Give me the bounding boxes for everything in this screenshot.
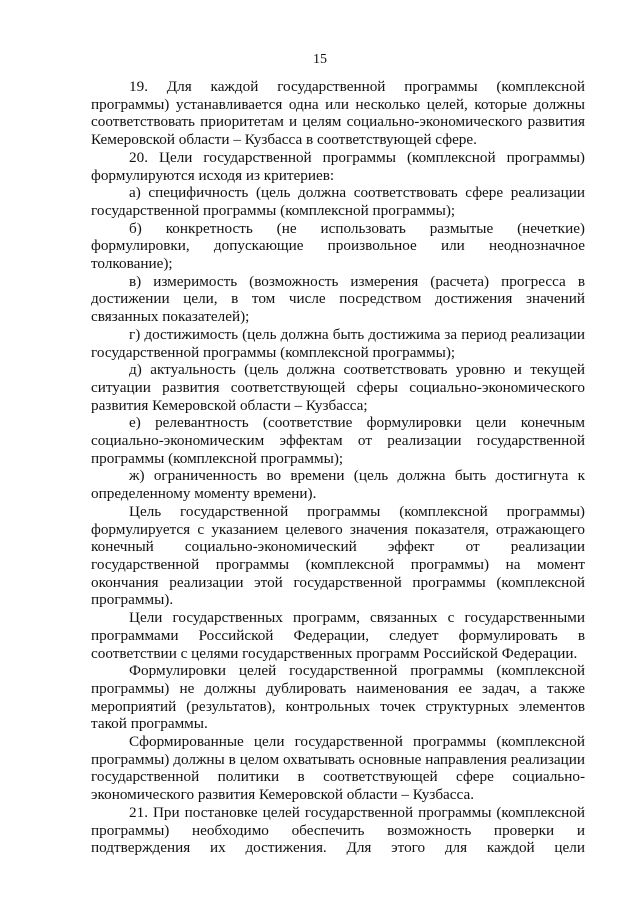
criterion-zh: ж) ограниченность во времени (цель должна быть достигнута к определенному моменту времени). <box>91 467 585 503</box>
paragraph-goal-formulation: Цель государственной программы (комплексной программы) формулируется с указанием целевого значения показателя, отражающего конечный социально-экономический эффект от реализации государственной программы (комплексной программы) на момент окончания реализации этой государственной программы (комплексной программы). <box>91 502 585 609</box>
paragraph-21: 21. При постановке целей государственной программы (комплексной программы) необходимо обеспечить возможность проверки и подтверждения их достижения. Для этого для каждой цели <box>91 803 585 857</box>
criterion-v: в) измеримость (возможность измерения (расчета) прогресса в достижении цели, в том числе посредством достижения значений связанных показателей); <box>91 272 585 326</box>
paragraph-federal-programs: Цели государственных программ, связанных с государственными программами Российской Федерации, следует формулировать в соответствии с целями государственных программ Российской Федерации. <box>91 609 585 662</box>
paragraph-no-duplication: Формулировки целей государственной программы (комплексной программы) не должны дублировать наименования ее задач, а также мероприятий (результатов), контрольных точек структурных элементов такой программы. <box>91 662 585 733</box>
criterion-b: б) конкретность (не использовать размытые (нечеткие) формулировки, допускающие произвольное или неоднозначное толкование); <box>91 219 585 273</box>
criterion-d: д) актуальность (цель должна соответствовать уровню и текущей ситуации развития соответствующей сферы социально-экономического развития Кемеровской области – Кузбасса; <box>91 361 585 414</box>
page-number: 15 <box>313 52 327 67</box>
paragraph-19: 19. Для каждой государственной программы (комплексной программы) устанавливается одна или несколько целей, которые должны соответствовать приоритетам и целям социально-экономического развития Кемеровской области – Кузбасса в соответствующей сфере. <box>91 78 585 149</box>
criterion-a: а) специфичность (цель должна соответствовать сфере реализации государственной программы (комплексной программы); <box>91 184 585 219</box>
paragraph-20: 20. Цели государственной программы (комплексной программы) формулируются исходя из критериев: <box>91 148 585 184</box>
document-body <box>91 78 585 857</box>
criterion-g: г) достижимость (цель должна быть достижима за период реализации государственной программы (комплексной программы); <box>91 325 585 361</box>
paragraph-coverage: Сформированные цели государственной программы (комплексной программы) должны в целом охватывать основные направления реализации государственной политики в соответствующей сфере социально-экономического развития Кемеровской области – Кузбасса. <box>91 733 585 804</box>
criterion-e: е) релевантность (соответствие формулировки цели конечным социально-экономическим эффектам от реализации государственной программы (комплексной программы); <box>91 414 585 467</box>
